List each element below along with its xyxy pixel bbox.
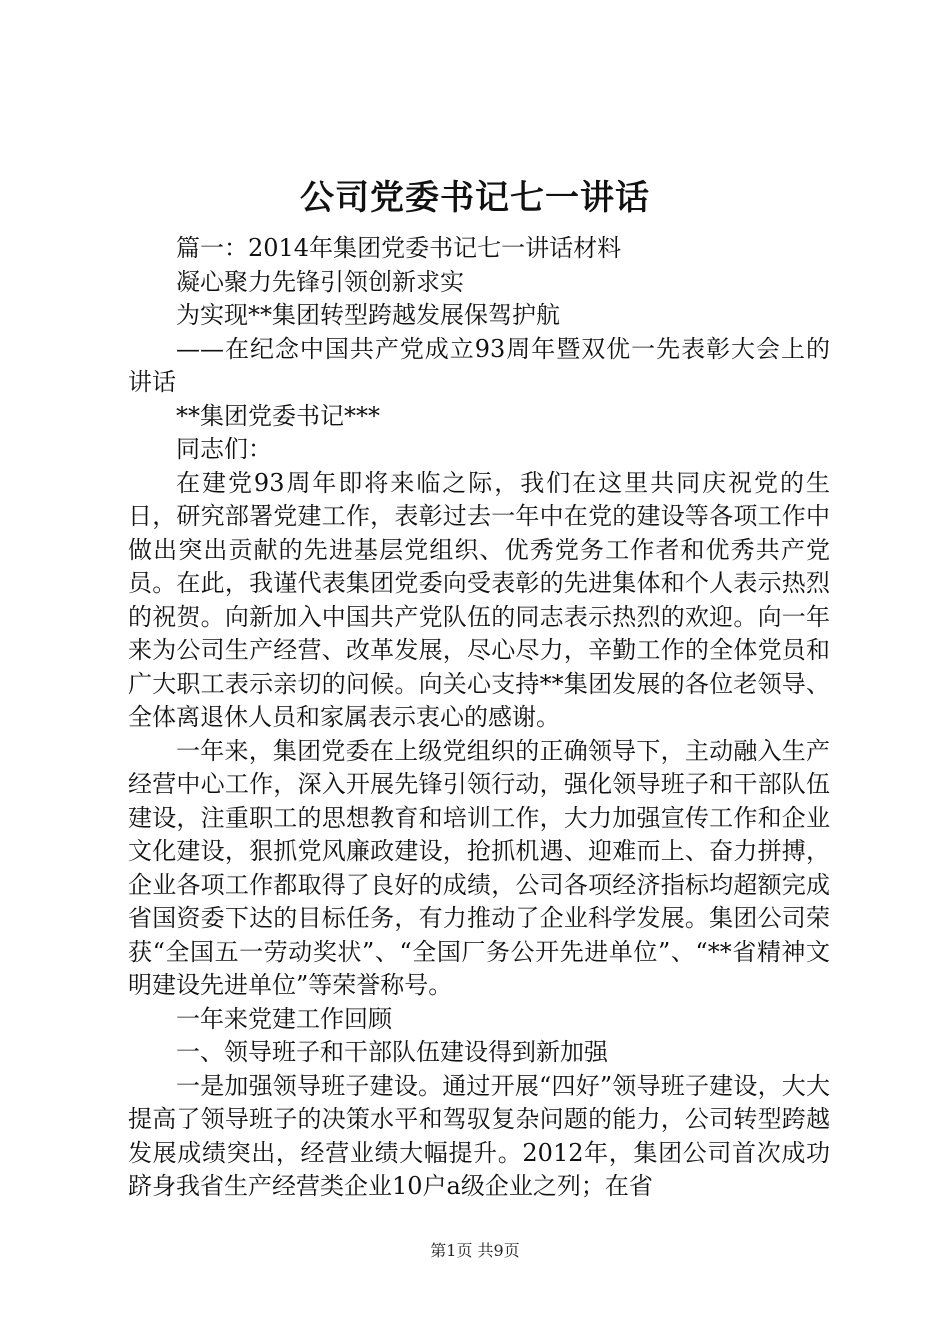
speech-occasion: ——在纪念中国共产党成立93周年暨双优一先表彰大会上的讲话 xyxy=(128,334,830,396)
section-heading: 一年来党建工作回顾 xyxy=(176,1004,392,1033)
slogan-line: 凝心聚力先锋引领创新求实 xyxy=(176,267,464,296)
body-paragraph: 一年来，集团党委在上级党组织的正确领导下，主动融入生产经营中心工作，深入开展先锋引领行动，强化领导班子和干部队伍建设，注重职工的思想教育和培训工作，大力加强宣传工作和企业文化建设，狠抓党风廉政建设，抢抓机遇、迎难而上、奋力拼搏，企业各项工作都取得了良好的成绩，公司各项经济指标均超额完成省国资委下达的目标任务，有力推动了企业科学发展。集团公司荣获“全国五一劳动奖状”、“全国厂务公开先进单位”、“**省精神文明建设先进单位”等荣誉称号。 xyxy=(128,736,830,999)
salutation: 同志们： xyxy=(176,435,272,463)
slogan-line: 为实现**集团转型跨越发展保驾护航 xyxy=(176,301,560,329)
body-paragraph: 在建党93周年即将来临之际，我们在这里共同庆祝党的生日，研究部署党建工作，表彰过去一年中在党的建设等各项工作中做出突出贡献的先进基层党组织、优秀党务工作者和优秀共产党员。在此，我谨代表集团党委向受表彰的先进集体和个人表示热烈的祝贺。向新加入中国共产党队伍的同志表示热烈的欢迎。向一年来为公司生产经营、改革发展，尽心尽力，辛勤工作的全体党员和广大职工表示亲切的问候。向关心支持**集团发展的各位老领导、全体离退休人员和家属表示衷心的感谢。 xyxy=(128,468,830,731)
page-indicator: 第1页 共9页 xyxy=(430,1241,520,1260)
document-body xyxy=(128,232,830,1204)
speaker-line: **集团党委书记*** xyxy=(176,401,380,430)
document-title: 公司党委书记七一讲话 xyxy=(300,178,650,218)
body-paragraph: 一是加强领导班子建设。通过开展“四好”领导班子建设，大大提高了领导班子的决策水平和驾驭复杂问题的能力，公司转型跨越发展成绩突出，经营业绩大幅提升。2012年，集团公司首次成功跻身我省生产经营类企业10户a级企业之列；在省 xyxy=(128,1071,830,1200)
subtitle-line: 篇一：2014年集团党委书记七一讲话材料 xyxy=(176,234,622,262)
section-heading: 一、领导班子和干部队伍建设得到新加强 xyxy=(176,1038,608,1066)
